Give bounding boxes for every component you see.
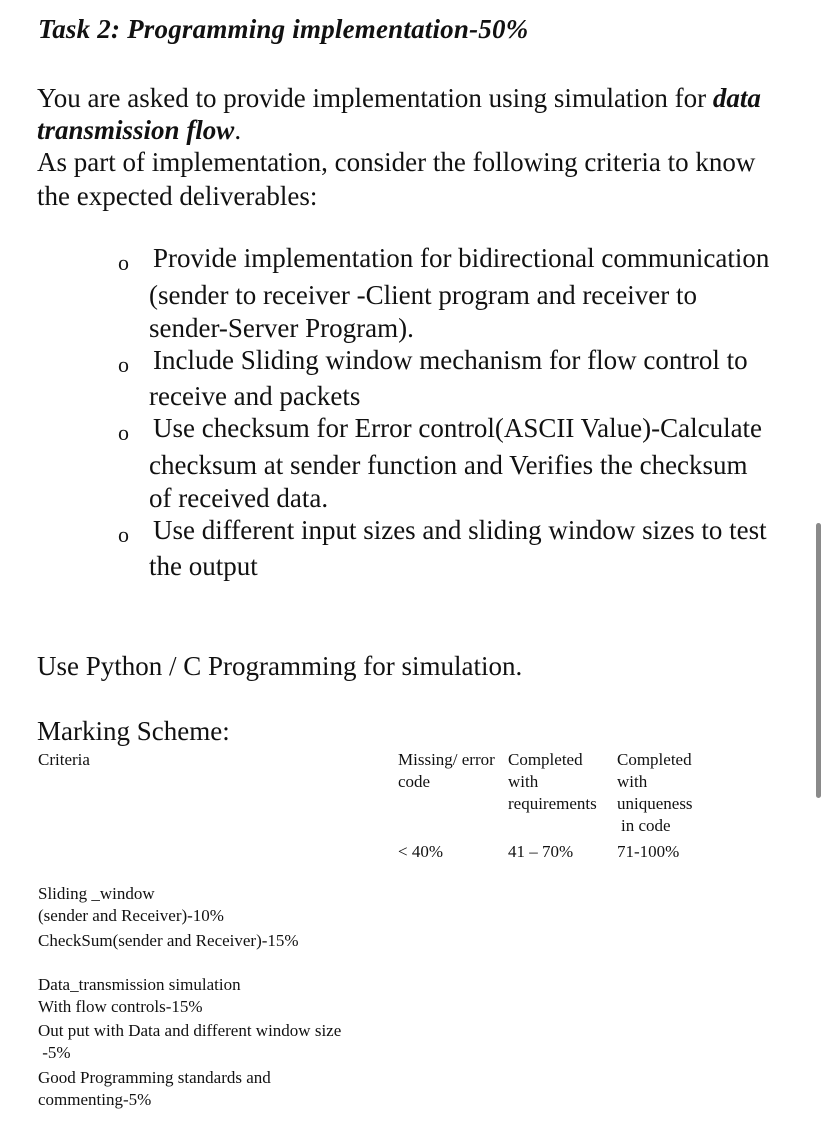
bullet-1-line-1: Provide implementation for bidirectional communication [153,243,770,273]
intro-line-2 [37,114,241,146]
criterion-line: -5% [38,1043,71,1062]
intro-line-1 [37,82,761,114]
marking-heading: Marking Scheme: [37,716,230,746]
criterion-programming [38,1067,271,1111]
bullet-circle-icon: o [118,352,129,377]
criterion-line: Sliding _window [38,884,155,903]
bullet-3-line-2: checksum at sender function and Verifies the checksum [149,450,748,480]
criterion-line: Out put with Data and different window size [38,1021,342,1040]
col-completed-header-line: with [508,772,539,791]
criterion-data-transmission [38,974,241,1018]
intro-line-1-text: You are asked to provide implementation using simulation for [37,83,713,113]
bullet-4-line-2: the output [149,551,258,581]
bullet-2-line-1: Include Sliding window mechanism for flow control to [153,345,748,375]
col-completed-header [508,749,597,815]
criterion-line: With flow controls-15% [38,997,203,1016]
criterion-line: commenting-5% [38,1090,152,1109]
task-title: Task 2: Programming implementation-50% [38,14,529,44]
range-completed: 41 – 70% [508,842,574,861]
bullet-1-line-2: (sender to receiver -Client program and receiver to [149,280,697,310]
criterion-line: (sender and Receiver)-10% [38,906,224,925]
vertical-scrollbar[interactable] [816,523,821,798]
range-missing: < 40% [398,842,443,861]
bullet-3-line-3: of received data. [149,483,329,513]
criteria-header: Criteria [38,750,90,769]
bullet-4-line-1: Use different input sizes and sliding window sizes to test [153,515,767,545]
language-note: Use Python / C Programming for simulation. [37,651,523,681]
criterion-line: Good Programming standards and [38,1068,271,1087]
col-missing-header-line: code [398,772,431,791]
criterion-line: Data_transmission simulation [38,975,241,994]
bullet-circle-icon: o [118,250,129,275]
intro-emphasis-data: data [712,83,761,113]
col-unique-header-line: in code [621,816,671,835]
col-completed-header-line: Completed [508,750,583,769]
bullet-1-line-3: sender-Server Program). [149,313,414,343]
col-unique-header-line: with [617,772,648,791]
col-unique-header-line: Completed [617,750,692,769]
intro-line-2-suffix: . [234,115,242,145]
intro-line-3: As part of implementation, consider the following criteria to know [37,147,756,177]
criterion-output [38,1020,341,1064]
col-missing-header [398,749,495,793]
col-unique-header-line: uniqueness [617,794,693,813]
bullet-3-line-1: Use checksum for Error control(ASCII Value)-Calculate [153,413,763,443]
intro-emphasis-flow: transmission flow [37,115,235,145]
col-missing-header-line: Missing/ error [398,750,495,769]
range-unique: 71-100% [617,842,680,861]
bullet-circle-icon: o [118,522,129,547]
bullet-circle-icon: o [118,420,129,445]
criterion-checksum: CheckSum(sender and Receiver)-15% [38,931,299,950]
criterion-sliding-window [38,883,224,927]
col-unique-header [617,749,693,837]
bullet-2-line-2: receive and packets [149,381,361,411]
intro-line-4: the expected deliverables: [37,181,318,211]
col-completed-header-line: requirements [508,794,597,813]
